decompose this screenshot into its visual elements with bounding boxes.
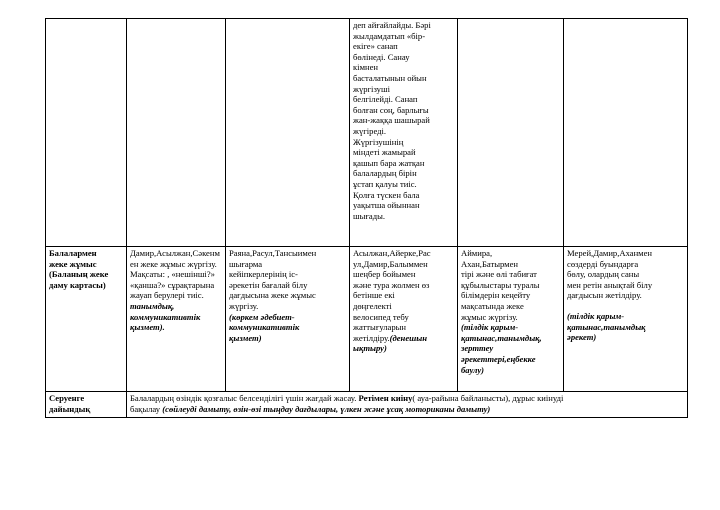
cell-individual-col4: Аймира, Ахан,Батырмен тірі және өлі табиғат құбылыстары туралы білімдерін кеңейту мақсатында жеке жұмыс жүргізу. (тілдік қарым- қатынас,танымдық, зерттеу әрекеттері,еңбекке баулу) <box>458 247 564 392</box>
table-row-individual-work <box>46 247 688 392</box>
cell-game-col5 <box>564 19 688 247</box>
lesson-plan-table <box>45 18 688 418</box>
table-row-walk-prep <box>46 392 688 418</box>
cell-game-header <box>46 19 127 247</box>
cell-walk-text: Балалардың өзіндік қозғалыс белсенділігі үшін жағдай жасау. Ретімен киіну( ауа-райына байланысты), дұрыс киінуді бақылау (сөйлеуді дамыту, өзін-өзі тыңдау дағдылары, үлкен және ұсақ моториканы дамыту) <box>127 392 688 418</box>
cell-walk-header: Серуенге дайындық <box>46 392 127 418</box>
cell-individual-header: Балалармен жеке жұмыс (Баланың жеке даму картасы) <box>46 247 127 392</box>
table-row-game <box>46 19 688 247</box>
cell-game-col1 <box>127 19 226 247</box>
cell-individual-col5: Мерей,Дамир,Аханмен сөздерді буындарға бөлу, олардың саны мен ретін анықтай білу дағдысын жетілдіру. (тілдік қарым- қатынас,танымдық әрекет) <box>564 247 688 392</box>
cell-individual-col1: Дамир,Асылжан,Сәкенм ен жеке жұмыс жүргізу. Мақсаты: , «нешінші?» «қанша?» сұрақтарына жауап берулері тиіс. танымдық, коммуникативтік қызмет). <box>127 247 226 392</box>
game-description: деп айғайлайды. Бәрі жылдамдатып «бір- екіге» санап бөлінеді. Санау кімнен басталатынын ойын жүргізуші белгілейді. Санап болған соң, барлығы жан-жаққа шашырай жүгіреді. Жүргізушінің міндеті жамырай қашып бара жатқан балалардың бірін ұстап қалуы тиіс. Қолға түскен бала уақытша ойыннан шығады. <box>353 20 431 221</box>
cell-game-col4 <box>458 19 564 247</box>
cell-individual-col2: Раяна,Расул,Тансыимен шығарма кейіпкерлерінің іс- әрекетін бағалай білу дағдысына жеке жұмыс жүргізу. (көркем әдебиет- коммуникативтік қызмет) <box>226 247 350 392</box>
cell-game-col2 <box>226 19 350 247</box>
cell-game-col3 <box>350 19 458 247</box>
cell-individual-col3: Асылжан,Айерке,Рас ул,Дамир,Балыммен шеңбер бойымен және тура жолмен өз бетінше екі дөңгелекті велосипед тебу жаттығуларын жетілдіру.(денешын ықтыру) <box>350 247 458 392</box>
